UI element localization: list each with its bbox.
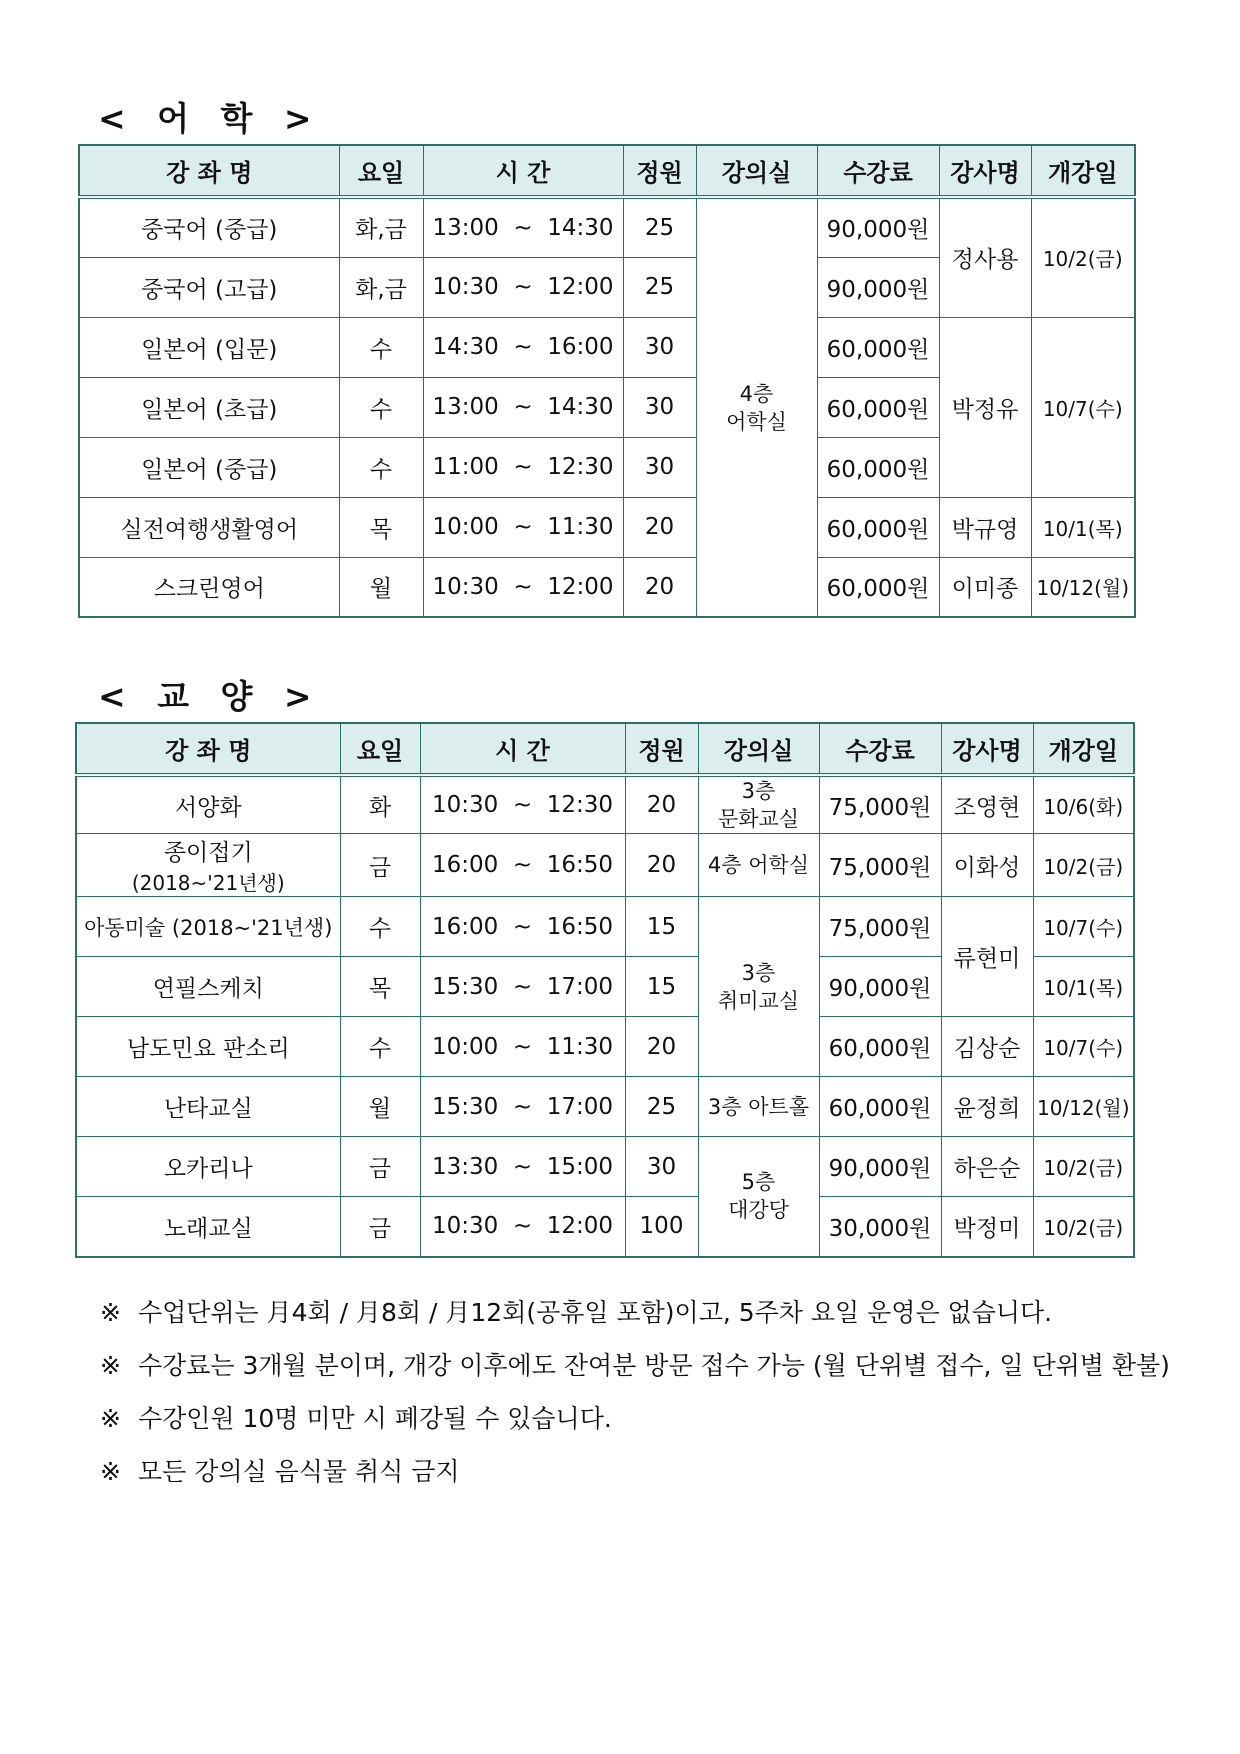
course-fee: 75,000원 bbox=[819, 897, 941, 957]
course-day: 월 bbox=[340, 1077, 420, 1137]
course-teacher: 류현미 bbox=[941, 897, 1033, 1017]
note-mark-icon: ※ bbox=[100, 1298, 121, 1327]
table-row bbox=[76, 1197, 1134, 1257]
course-capacity: 20 bbox=[625, 775, 698, 834]
course-name: 중국어 (고급) bbox=[79, 257, 339, 317]
course-capacity: 15 bbox=[625, 897, 698, 957]
course-teacher: 윤정희 bbox=[941, 1077, 1033, 1137]
course-day: 수 bbox=[340, 897, 420, 957]
course-name: 실전여행생활영어 bbox=[79, 497, 339, 557]
course-day: 금 bbox=[340, 1197, 420, 1257]
table-row bbox=[79, 197, 1135, 257]
course-capacity: 30 bbox=[623, 437, 696, 497]
course-fee: 60,000원 bbox=[817, 557, 939, 617]
notes-list bbox=[100, 1298, 1170, 1510]
course-start-date: 10/7(수) bbox=[1031, 317, 1135, 497]
course-name: 난타교실 bbox=[76, 1077, 340, 1137]
header-teacher: 강사명 bbox=[939, 145, 1031, 197]
course-capacity: 30 bbox=[623, 377, 696, 437]
course-day: 수 bbox=[340, 1017, 420, 1077]
course-start-date: 10/7(수) bbox=[1033, 897, 1134, 957]
course-day: 화,금 bbox=[339, 197, 423, 257]
header-teacher: 강사명 bbox=[941, 723, 1033, 775]
course-day: 금 bbox=[340, 834, 420, 897]
room-name: 취미교실 bbox=[717, 988, 800, 1013]
note-item bbox=[100, 1351, 1170, 1404]
course-fee: 75,000원 bbox=[819, 775, 941, 834]
course-name: 연필스케치 bbox=[76, 957, 340, 1017]
course-time: 10:00 ~ 11:30 bbox=[420, 1017, 625, 1077]
header-day: 요일 bbox=[339, 145, 423, 197]
course-fee: 60,000원 bbox=[817, 437, 939, 497]
header-fee: 수강료 bbox=[819, 723, 941, 775]
course-room: 3층 아트홀 bbox=[698, 1077, 819, 1137]
course-capacity: 20 bbox=[623, 497, 696, 557]
course-name: 일본어 (중급) bbox=[79, 437, 339, 497]
course-start-date: 10/6(화) bbox=[1033, 775, 1134, 834]
course-time: 10:00 ~ 11:30 bbox=[423, 497, 623, 557]
course-name bbox=[76, 834, 340, 897]
table-header-row bbox=[76, 723, 1134, 775]
course-fee: 90,000원 bbox=[817, 257, 939, 317]
header-capacity: 정원 bbox=[625, 723, 698, 775]
header-course: 강 좌 명 bbox=[76, 723, 340, 775]
course-day: 월 bbox=[339, 557, 423, 617]
course-name: 노래교실 bbox=[76, 1197, 340, 1257]
course-name: 남도민요 판소리 bbox=[76, 1017, 340, 1077]
course-name-sub: (2018~'21년생) bbox=[131, 871, 285, 895]
header-room: 강의실 bbox=[696, 145, 817, 197]
note-item bbox=[100, 1404, 1170, 1457]
language-schedule-table bbox=[78, 144, 1136, 618]
room-floor: 5층 bbox=[741, 1170, 776, 1195]
course-start-date: 10/12(월) bbox=[1033, 1077, 1134, 1137]
course-teacher: 박규영 bbox=[939, 497, 1031, 557]
course-start-date: 10/2(금) bbox=[1033, 834, 1134, 897]
course-time: 13:00 ~ 14:30 bbox=[423, 377, 623, 437]
course-name-line: 종이접기 bbox=[163, 840, 253, 866]
course-fee: 60,000원 bbox=[817, 377, 939, 437]
course-start-date: 10/7(수) bbox=[1033, 1017, 1134, 1077]
course-capacity: 30 bbox=[623, 317, 696, 377]
table-row bbox=[76, 1137, 1134, 1197]
course-time: 15:30 ~ 17:00 bbox=[420, 957, 625, 1017]
course-room bbox=[696, 197, 817, 617]
course-day: 수 bbox=[339, 437, 423, 497]
course-name: 중국어 (중급) bbox=[79, 197, 339, 257]
table-row bbox=[76, 1017, 1134, 1077]
course-name: 아동미술 (2018~'21년생) bbox=[76, 897, 340, 957]
course-teacher: 정사용 bbox=[939, 197, 1031, 317]
course-name: 일본어 (초급) bbox=[79, 377, 339, 437]
culture-schedule-table bbox=[75, 722, 1135, 1258]
course-fee: 75,000원 bbox=[819, 834, 941, 897]
course-time: 16:00 ~ 16:50 bbox=[420, 834, 625, 897]
course-capacity: 20 bbox=[625, 1017, 698, 1077]
course-time: 14:30 ~ 16:00 bbox=[423, 317, 623, 377]
course-start-date: 10/12(월) bbox=[1031, 557, 1135, 617]
table-row bbox=[76, 897, 1134, 957]
course-capacity: 20 bbox=[623, 557, 696, 617]
table-row bbox=[76, 775, 1134, 834]
room-floor: 4층 bbox=[739, 381, 774, 406]
course-day: 수 bbox=[339, 317, 423, 377]
course-time: 13:00 ~ 14:30 bbox=[423, 197, 623, 257]
course-name: 일본어 (입문) bbox=[79, 317, 339, 377]
header-time: 시 간 bbox=[423, 145, 623, 197]
table-row bbox=[79, 557, 1135, 617]
note-item bbox=[100, 1298, 1170, 1351]
note-mark-icon: ※ bbox=[100, 1351, 121, 1380]
course-room bbox=[698, 1137, 819, 1257]
table-header-row bbox=[79, 145, 1135, 197]
course-name: 오카리나 bbox=[76, 1137, 340, 1197]
course-capacity: 25 bbox=[625, 1077, 698, 1137]
course-room: 4층 어학실 bbox=[698, 834, 819, 897]
course-day: 화,금 bbox=[339, 257, 423, 317]
header-room: 강의실 bbox=[698, 723, 819, 775]
table-row bbox=[79, 497, 1135, 557]
course-start-date: 10/2(금) bbox=[1031, 197, 1135, 317]
course-capacity: 15 bbox=[625, 957, 698, 1017]
table-row bbox=[76, 1077, 1134, 1137]
note-text: 수강인원 10명 미만 시 폐강될 수 있습니다. bbox=[137, 1404, 612, 1433]
course-capacity: 30 bbox=[625, 1137, 698, 1197]
course-fee: 30,000원 bbox=[819, 1197, 941, 1257]
note-mark-icon: ※ bbox=[100, 1404, 121, 1433]
course-capacity: 20 bbox=[625, 834, 698, 897]
course-room bbox=[698, 775, 819, 834]
course-start-date: 10/1(목) bbox=[1033, 957, 1134, 1017]
course-name: 스크린영어 bbox=[79, 557, 339, 617]
note-text: 수강료는 3개월 분이며, 개강 이후에도 잔여분 방문 접수 가능 (월 단위별 접수, 일 단위별 환불) bbox=[137, 1351, 1170, 1380]
course-time: 10:30 ~ 12:00 bbox=[423, 557, 623, 617]
course-day: 금 bbox=[340, 1137, 420, 1197]
course-room bbox=[698, 897, 819, 1077]
course-time: 15:30 ~ 17:00 bbox=[420, 1077, 625, 1137]
course-fee: 90,000원 bbox=[817, 197, 939, 257]
note-text: 모든 강의실 음식물 취식 금지 bbox=[137, 1457, 460, 1486]
room-name: 대강당 bbox=[728, 1198, 789, 1223]
course-start-date: 10/2(금) bbox=[1033, 1137, 1134, 1197]
header-start-date: 개강일 bbox=[1031, 145, 1135, 197]
course-time: 10:30 ~ 12:30 bbox=[420, 775, 625, 834]
course-teacher: 이미종 bbox=[939, 557, 1031, 617]
course-teacher: 박정유 bbox=[939, 317, 1031, 497]
course-name: 서양화 bbox=[76, 775, 340, 834]
course-capacity: 100 bbox=[625, 1197, 698, 1257]
header-day: 요일 bbox=[340, 723, 420, 775]
header-course: 강 좌 명 bbox=[79, 145, 339, 197]
course-time: 10:30 ~ 12:00 bbox=[423, 257, 623, 317]
room-floor: 3층 bbox=[741, 960, 776, 985]
header-time: 시 간 bbox=[420, 723, 625, 775]
course-day: 목 bbox=[339, 497, 423, 557]
course-day: 목 bbox=[340, 957, 420, 1017]
course-day: 수 bbox=[339, 377, 423, 437]
note-text: 수업단위는 月4회 / 月8회 / 月12회(공휴일 포함)이고, 5주차 요일 운영은 없습니다. bbox=[137, 1298, 1053, 1327]
culture-section-title: < 교 양 > bbox=[98, 677, 322, 716]
table-row bbox=[79, 317, 1135, 377]
room-floor: 3층 bbox=[741, 779, 776, 803]
language-section-title: < 어 학 > bbox=[98, 99, 322, 138]
header-fee: 수강료 bbox=[817, 145, 939, 197]
room-name: 어학실 bbox=[726, 409, 787, 434]
note-mark-icon: ※ bbox=[100, 1457, 121, 1486]
header-capacity: 정원 bbox=[623, 145, 696, 197]
course-capacity: 25 bbox=[623, 197, 696, 257]
course-fee: 60,000원 bbox=[819, 1017, 941, 1077]
header-start-date: 개강일 bbox=[1033, 723, 1134, 775]
course-fee: 60,000원 bbox=[817, 497, 939, 557]
course-fee: 90,000원 bbox=[819, 1137, 941, 1197]
course-teacher: 조영현 bbox=[941, 775, 1033, 834]
course-start-date: 10/1(목) bbox=[1031, 497, 1135, 557]
course-teacher: 박정미 bbox=[941, 1197, 1033, 1257]
course-time: 10:30 ~ 12:00 bbox=[420, 1197, 625, 1257]
course-start-date: 10/2(금) bbox=[1033, 1197, 1134, 1257]
table-row bbox=[76, 834, 1134, 897]
course-teacher: 하은순 bbox=[941, 1137, 1033, 1197]
course-time: 13:30 ~ 15:00 bbox=[420, 1137, 625, 1197]
room-name: 문화교실 bbox=[717, 807, 800, 831]
course-time: 16:00 ~ 16:50 bbox=[420, 897, 625, 957]
course-teacher: 이화성 bbox=[941, 834, 1033, 897]
course-fee: 90,000원 bbox=[819, 957, 941, 1017]
course-fee: 60,000원 bbox=[817, 317, 939, 377]
course-time: 11:00 ~ 12:30 bbox=[423, 437, 623, 497]
course-day: 화 bbox=[340, 775, 420, 834]
note-item bbox=[100, 1457, 1170, 1510]
course-fee: 60,000원 bbox=[819, 1077, 941, 1137]
course-capacity: 25 bbox=[623, 257, 696, 317]
course-teacher: 김상순 bbox=[941, 1017, 1033, 1077]
